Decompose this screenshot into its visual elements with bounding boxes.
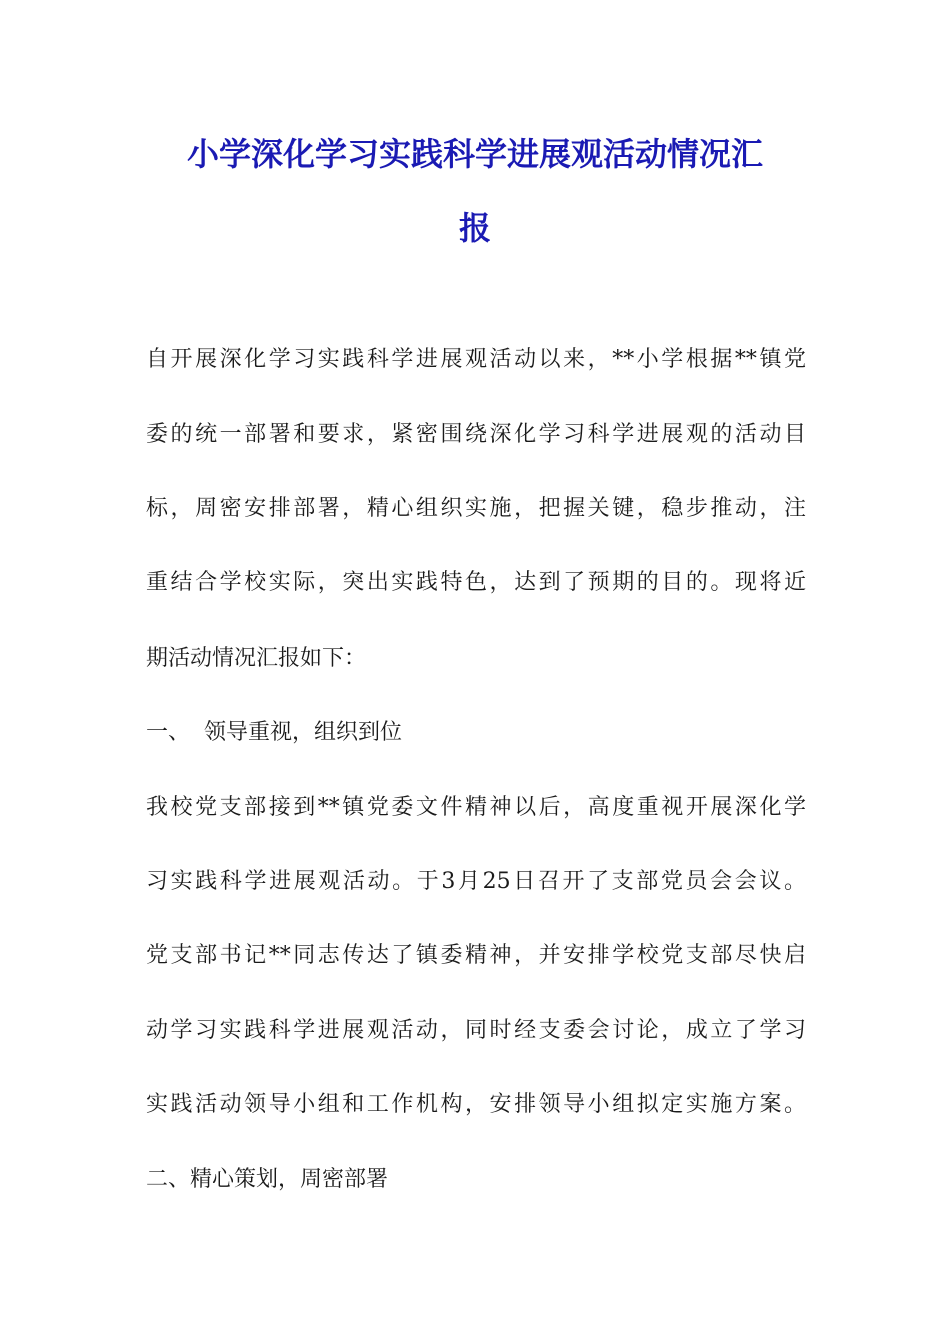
body-line: 重结合学校实际，突出实践特色，达到了预期的目的。现将近 bbox=[146, 570, 806, 595]
body-line: 期活动情况汇报如下： bbox=[146, 646, 367, 671]
body-line: 实践活动领导小组和工作机构，安排领导小组拟定实施方案。 bbox=[146, 1092, 806, 1117]
body-line: 自开展深化学习实践科学进展观活动以来，**小学根据**镇党 bbox=[146, 347, 806, 372]
body-line: 党支部书记**同志传达了镇委精神，并安排学校党支部尽快启 bbox=[146, 943, 806, 968]
section-heading: 一、 领导重视，组织到位 bbox=[146, 720, 402, 745]
body-line: 标，周密安排部署，精心组织实施，把握关键，稳步推动，注 bbox=[146, 496, 806, 521]
body-line: 习实践科学进展观活动。于3月25日召开了支部党员会会议。 bbox=[146, 869, 806, 894]
document-title-line-2: 报 bbox=[458, 209, 491, 247]
document-title-line-1: 小学深化学习实践科学进展观活动情况汇 bbox=[186, 135, 763, 173]
section-heading: 二、精心策划，周密部署 bbox=[146, 1167, 389, 1192]
body-line: 我校党支部接到**镇党委文件精神以后，高度重视开展深化学 bbox=[146, 795, 806, 820]
body-line: 委的统一部署和要求，紧密围绕深化学习科学进展观的活动目 bbox=[146, 422, 806, 447]
body-line: 动学习实践科学进展观活动，同时经支委会讨论，成立了学习 bbox=[146, 1018, 806, 1043]
